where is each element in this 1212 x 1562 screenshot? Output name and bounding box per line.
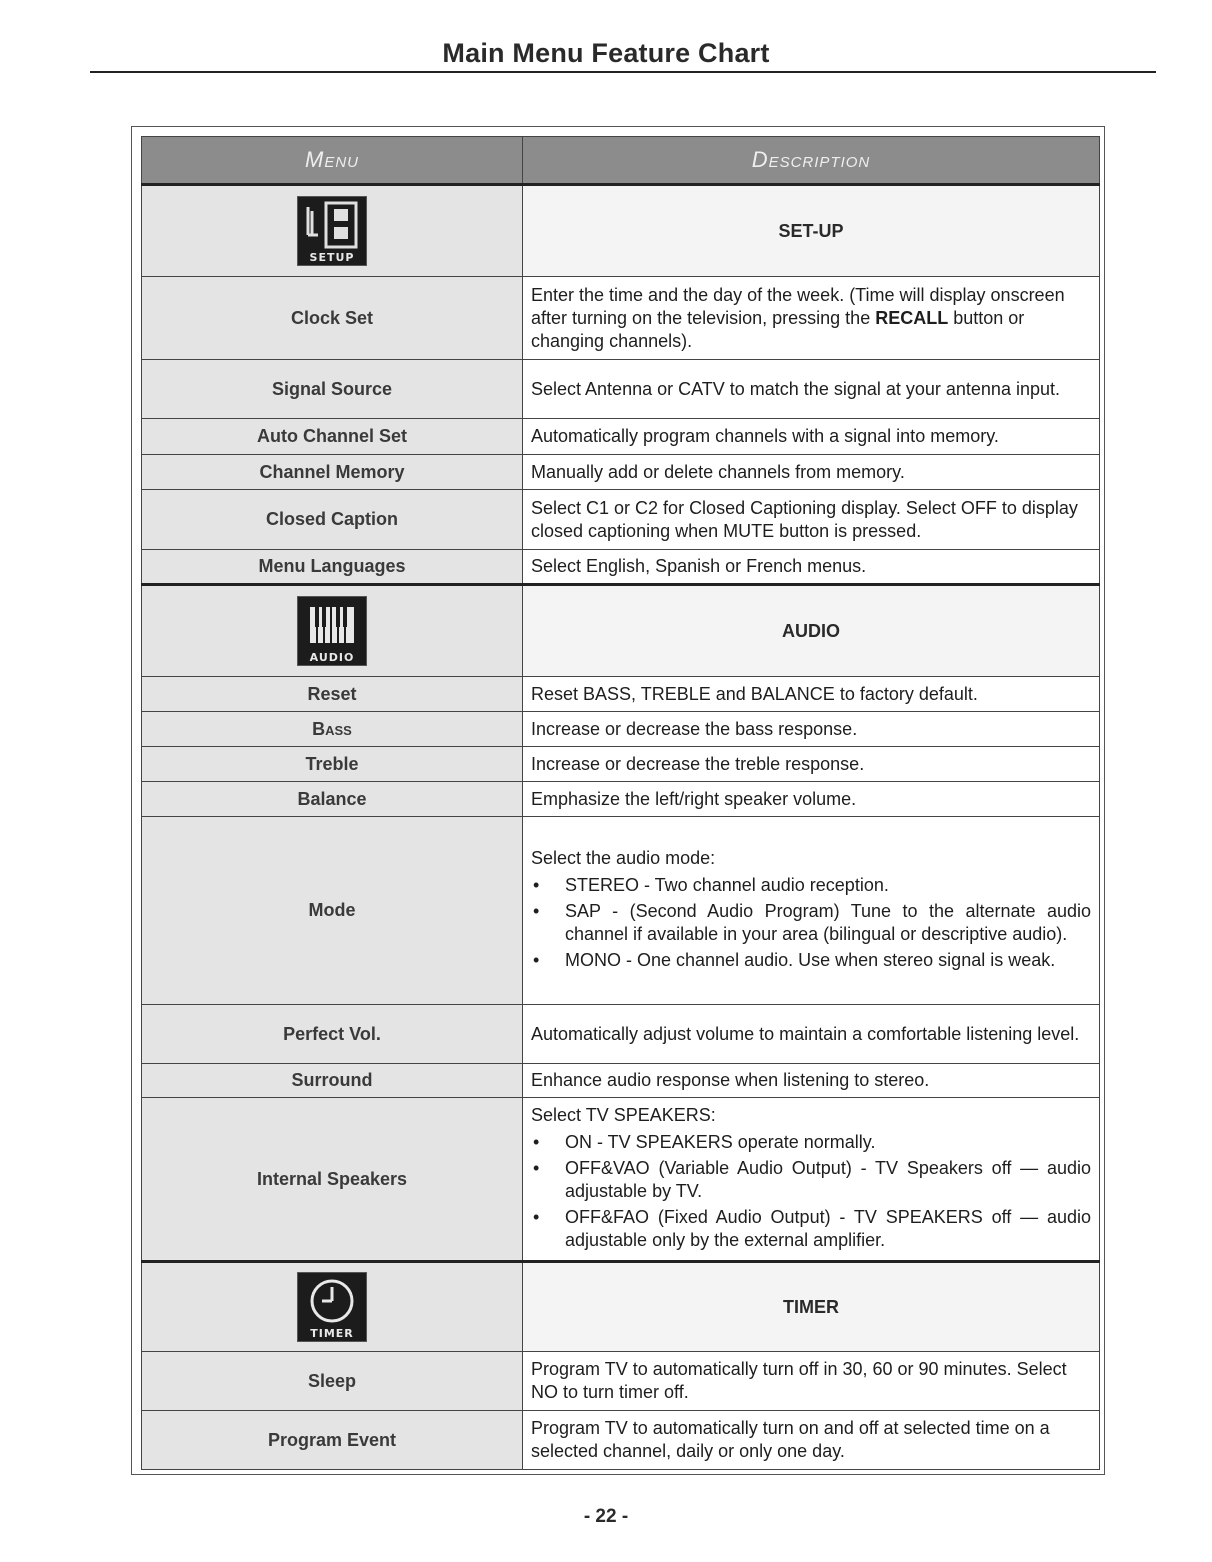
section-row-setup <box>142 185 1100 277</box>
desc-balance: Emphasize the left/right speaker volume. <box>523 782 1100 817</box>
desc-mode <box>523 817 1100 1005</box>
feature-table <box>141 136 1100 1470</box>
table-row <box>142 419 1100 455</box>
setup-icon-label: SETUP <box>309 251 355 264</box>
menu-signal-source: Signal Source <box>142 360 523 419</box>
list-item: • OFF&VAO (Variable Audio Output) - TV Speakers off — audio adjustable by TV. <box>531 1157 1091 1203</box>
timer-icon <box>297 1272 367 1342</box>
desc-surround: Enhance audio response when listening to stereo. <box>523 1064 1100 1098</box>
table-row <box>142 1005 1100 1064</box>
desc-signal-source: Select Antenna or CATV to match the signal at your antenna input. <box>523 360 1100 419</box>
page-title: Main Menu Feature Chart <box>442 38 770 68</box>
list-item: • OFF&FAO (Fixed Audio Output) - TV SPEAKERS off — audio adjustable only by the external amplifier. <box>531 1206 1091 1252</box>
menu-surround: Surround <box>142 1064 523 1098</box>
desc-channel-memory: Manually add or delete channels from memory. <box>523 455 1100 490</box>
table-row <box>142 360 1100 419</box>
section-title-timer: TIMER <box>523 1262 1100 1352</box>
table-row <box>142 1098 1100 1262</box>
menu-internal-speakers: Internal Speakers <box>142 1098 523 1262</box>
section-row-timer <box>142 1262 1100 1352</box>
table-row <box>142 677 1100 712</box>
audio-icon-label: AUDIO <box>309 651 355 664</box>
table-header-row <box>142 137 1100 185</box>
section-row-audio <box>142 585 1100 677</box>
table-row <box>142 782 1100 817</box>
mode-list <box>531 874 1091 972</box>
menu-balance: Balance <box>142 782 523 817</box>
list-item: • MONO - One channel audio. Use when stereo signal is weak. <box>531 949 1091 972</box>
timer-icon-label: TIMER <box>310 1327 354 1340</box>
header-description: Description <box>523 137 1100 185</box>
speakers-intro: Select TV SPEAKERS: <box>531 1104 716 1125</box>
menu-program-event: Program Event <box>142 1411 523 1470</box>
setup-icon <box>297 196 367 266</box>
menu-bass: Bass <box>142 712 523 747</box>
desc-internal-speakers <box>523 1098 1100 1262</box>
table-row <box>142 712 1100 747</box>
menu-auto-channel-set: Auto Channel Set <box>142 419 523 455</box>
menu-treble: Treble <box>142 747 523 782</box>
table-row <box>142 1064 1100 1098</box>
menu-channel-memory: Channel Memory <box>142 455 523 490</box>
table-row <box>142 747 1100 782</box>
title-rule <box>90 71 1156 73</box>
desc-treble: Increase or decrease the treble response. <box>523 747 1100 782</box>
feature-chart <box>131 126 1105 1475</box>
menu-sleep: Sleep <box>142 1352 523 1411</box>
desc-closed-caption: Select C1 or C2 for Closed Captioning display. Select OFF to display closed captioning when MUTE button is pressed. <box>523 490 1100 550</box>
desc-bass: Increase or decrease the bass response. <box>523 712 1100 747</box>
desc-menu-languages: Select English, Spanish or French menus. <box>523 550 1100 585</box>
list-item: • STEREO - Two channel audio reception. <box>531 874 1091 897</box>
desc-program-event: Program TV to automatically turn on and off at selected time on a selected channel, daily or only one day. <box>523 1411 1100 1470</box>
desc-reset: Reset BASS, TREBLE and BALANCE to factory default. <box>523 677 1100 712</box>
table-row <box>142 490 1100 550</box>
table-row <box>142 455 1100 490</box>
table-row <box>142 277 1100 360</box>
menu-mode: Mode <box>142 817 523 1005</box>
table-row <box>142 550 1100 585</box>
mode-intro: Select the audio mode: <box>531 847 716 868</box>
menu-reset: Reset <box>142 677 523 712</box>
section-title-audio: AUDIO <box>523 585 1100 677</box>
audio-icon <box>297 596 367 666</box>
list-item: • ON - TV SPEAKERS operate normally. <box>531 1131 1091 1154</box>
menu-menu-languages: Menu Languages <box>142 550 523 585</box>
page-number: - 22 - <box>583 1506 629 1527</box>
speakers-list <box>531 1131 1091 1252</box>
menu-closed-caption: Closed Caption <box>142 490 523 550</box>
section-title-setup: SET-UP <box>523 185 1100 277</box>
desc-sleep: Program TV to automatically turn off in 30, 60 or 90 minutes. Select NO to turn timer off. <box>523 1352 1100 1411</box>
table-row <box>142 1411 1100 1470</box>
header-menu: Menu <box>142 137 523 185</box>
table-row <box>142 1352 1100 1411</box>
menu-perfect-vol: Perfect Vol. <box>142 1005 523 1064</box>
list-item: • SAP - (Second Audio Program) Tune to the alternate audio channel if available in your area (bilingual or descriptive audio). <box>531 900 1091 946</box>
desc-auto-channel-set: Automatically program channels with a signal into memory. <box>523 419 1100 455</box>
desc-perfect-vol: Automatically adjust volume to maintain a comfortable listening level. <box>523 1005 1100 1064</box>
desc-clock-set: Enter the time and the day of the week. (Time will display onscreen after turning on the television, pressing the RECALL button or changing channels). <box>523 277 1100 360</box>
table-row <box>142 817 1100 1005</box>
menu-clock-set: Clock Set <box>142 277 523 360</box>
